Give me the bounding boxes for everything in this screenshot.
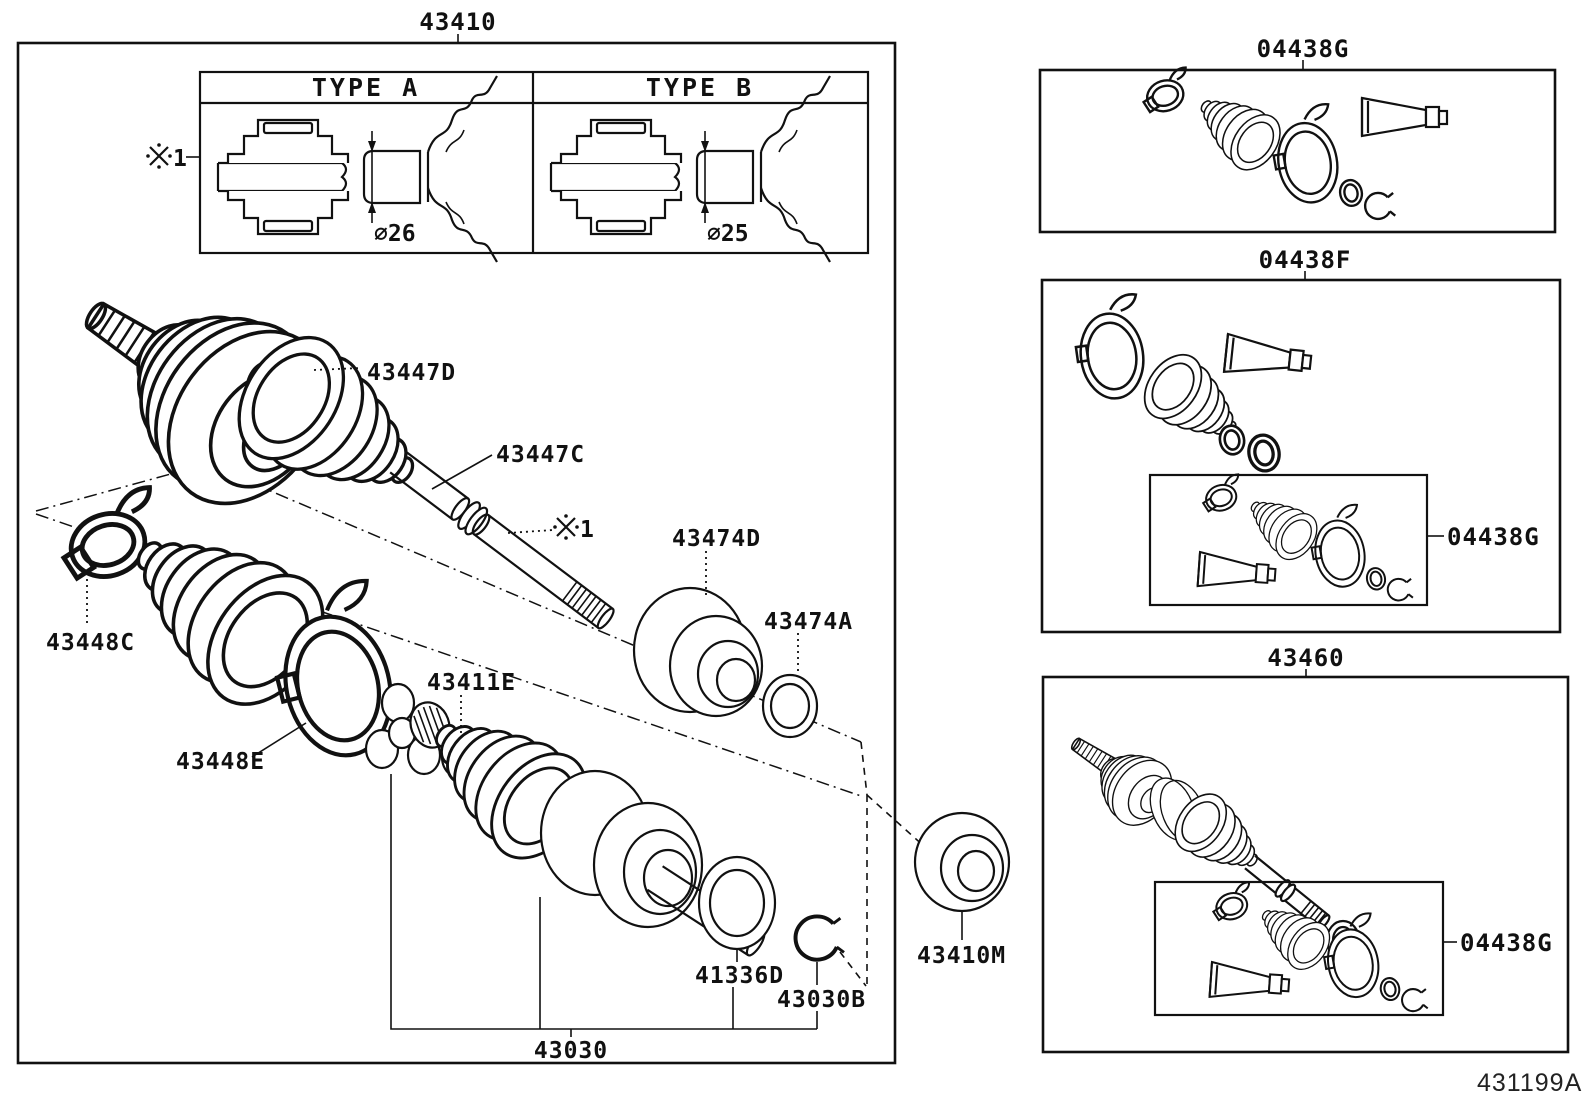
callout-inboard-cover: 43474D — [672, 526, 762, 552]
axle-assembly-code: 43460 — [1267, 644, 1345, 672]
callout-inboard-joint-assy: 43030 — [533, 1038, 609, 1064]
type-b-header: TYPE B — [645, 73, 755, 102]
type-a-header: TYPE A — [311, 73, 421, 102]
drawing-number: 431199A — [1477, 1069, 1583, 1097]
callout-shaft-bushing: 43447C — [496, 442, 586, 468]
kit-middle-inner-code: 04438G — [1447, 523, 1540, 551]
inboard-cover-drawing — [634, 588, 762, 716]
main-assembly-code: 43410 — [419, 8, 497, 36]
reference-mark-table — [146, 143, 199, 172]
axle-assembly-box — [1043, 644, 1568, 1052]
callout-center-bearing: 43410M — [917, 943, 1007, 969]
axle-assembly-inner-code: 04438G — [1460, 929, 1553, 957]
kit-box-middle — [1042, 246, 1560, 632]
snap-ring-drawing — [796, 916, 844, 959]
reference-mark-shaft — [553, 514, 595, 543]
callout-boot-clamp-outboard: 43448C — [46, 630, 136, 656]
callout-outboard-boot: 43447D — [367, 360, 457, 386]
center-bearing-drawing — [915, 813, 1009, 911]
callout-boot-clamp-large: 43448E — [176, 749, 266, 775]
callout-joint-ring: 43411E — [427, 670, 517, 696]
callout-oil-seal: 41336D — [695, 963, 785, 989]
type-a-diameter: ∅26 — [374, 221, 416, 247]
reference-mark-number-2: 1 — [580, 517, 595, 543]
kit-box-top — [1040, 35, 1555, 232]
outboard-boot-kit-drawing — [51, 486, 407, 768]
cover-ring-drawing — [763, 675, 817, 737]
kit-middle-code: 04438F — [1258, 246, 1352, 274]
variant-table — [200, 72, 868, 262]
callout-shaft-snap-ring: 43030B — [777, 987, 867, 1013]
kit-middle-inner-box — [1150, 474, 1540, 605]
callout-cover-ring: 43474A — [764, 609, 854, 635]
type-b-diameter: ∅25 — [707, 221, 749, 247]
oil-seal-drawing — [699, 857, 775, 949]
axle-assembly-inner-box — [1155, 882, 1553, 1015]
reference-mark-number: 1 — [173, 146, 188, 172]
kit-top-code: 04438G — [1256, 35, 1350, 63]
